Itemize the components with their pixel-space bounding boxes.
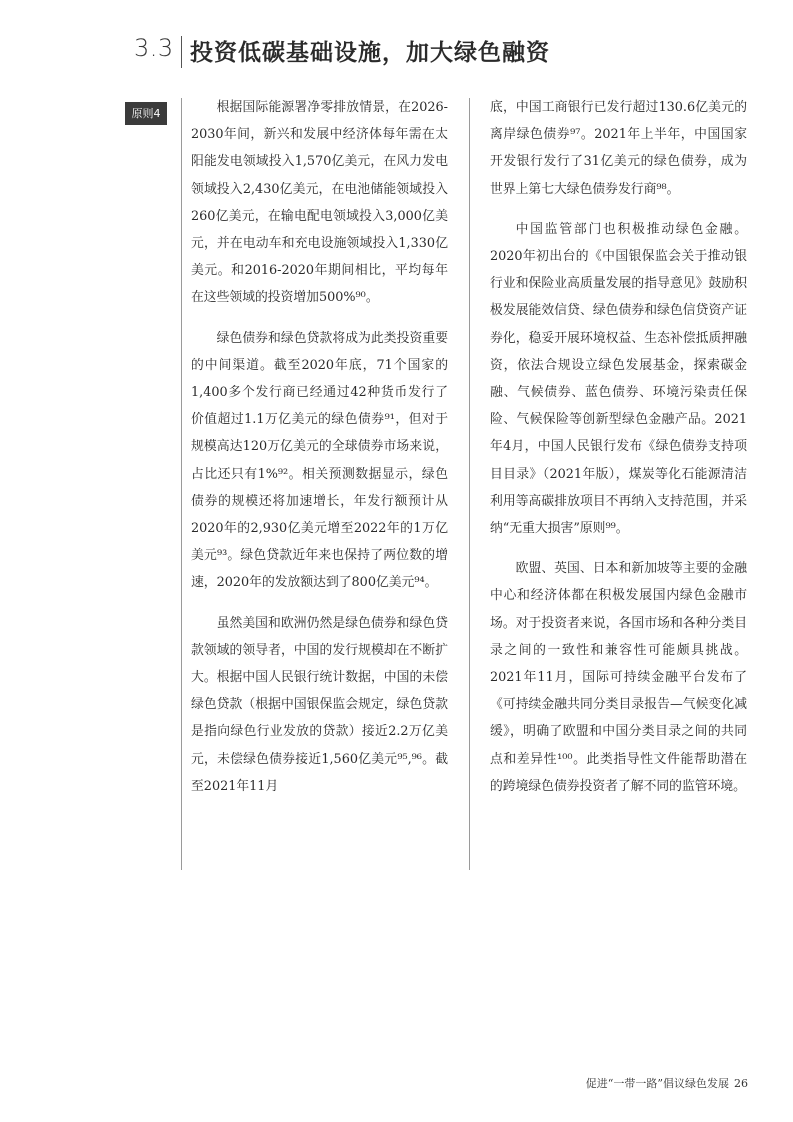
paragraph-china-scale-continued: 底，中国工商银行已发行超过130.6亿美元的离岸绿色债券⁹⁷。2021年上半年，中国国家开发银行发行了31亿美元的绿色债券，成为世界上第七大绿色债券发行商⁹⁸。 xyxy=(490,100,747,197)
left-column xyxy=(191,94,448,813)
section-title: 投资低碳基础设施，加大绿色融资 xyxy=(190,40,550,66)
left-column-rule xyxy=(181,98,182,870)
page-footer xyxy=(586,1075,748,1091)
principle-tag: 原则4 xyxy=(125,102,167,125)
section-number: 3.3 xyxy=(134,34,174,62)
footer-text: 促进“一带一路”倡议绿色发展 xyxy=(585,1077,729,1090)
paragraph-energy-investment: 根据国际能源署净零排放情景，在2026-2030年间，新兴和发展中经济体每年需在太阳能发电领域投入1,570亿美元，在风力发电领域投入2,430亿美元，在电池储能领域投入260亿美元，在输电配电领域投入3,000亿美元，并在电动车和充电设施领域投入1,330亿美元。和2016-2020年期间相比，平均每年在这些领域的投资增加500%⁹⁰。 xyxy=(191,100,448,306)
right-column xyxy=(490,94,747,813)
paragraph-green-bonds: 绿色债券和绿色贷款将成为此类投资重要的中间渠道。截至2020年底，71个国家的1,400多个发行商已经通过42种货币发行了价值超过1.1万亿美元的绿色债券⁹¹，但对于规模高达120万亿美元的全球债券市场来说，占比还只有1%⁹²。相关预测数据显示，绿色债券的规模还将加速增长，年发行额预计从2020年的2,930亿美元增至2022年的1万亿美元⁹³。绿色贷款近年来也保持了两位数的增速，2020年的发放额达到了800亿美元⁹⁴。 xyxy=(191,330,448,591)
paragraph-china-scale: 虽然美国和欧洲仍然是绿色债券和绿色贷款领域的领导者，中国的发行规模却在不断扩大。根据中国人民银行统计数据，中国的未偿绿色贷款（根据中国银保监会规定，绿色贷款是指向绿色行业发放的贷款）接近2.2万亿美元，未偿绿色债券接近1,560亿美元⁹⁵,⁹⁶。截至2021年11月 xyxy=(191,615,448,794)
paragraph-international-taxonomy: 欧盟、英国、日本和新加坡等主要的金融中心和经济体都在积极发展国内绿色金融市场。对于投资者来说，各国市场和各种分类目录之间的一致性和兼容性可能颇具挑战。2021年11月，国际可持续金融平台发布了 《可持续金融共同分类目录报告—气候变化减缓》，明确了欧盟和中国分类目录之间的共同点和差异性¹⁰⁰。此类指导性文件能帮助潜在的跨境绿色债券投资者了解不同的监管环境。 xyxy=(490,561,747,794)
middle-column-rule xyxy=(469,98,470,870)
paragraph-china-regulators: 中国监管部门也积极推动绿色金融。2020年初出台的《中国银保监会关于推动银行业和保险业高质量发展的指导意见》鼓励积极发展能效信贷、绿色债券和绿色信贷资产证券化，稳妥开展环境权益、生态补偿抵质押融资，依法合规设立绿色发展基金，探索碳金融、气候债券、蓝色债券、环境污染责任保险、气候保险等创新型绿色金融产品。2021年4月，中国人民银行发布《绿色债券支持项目目录》（2021年版），煤炭等化石能源清洁利用等高碳排放项目不再纳入支持范围，并采纳“无重大损害”原则⁹⁹。 xyxy=(490,221,747,537)
page-number: 26 xyxy=(734,1077,748,1090)
title-divider xyxy=(181,36,182,68)
